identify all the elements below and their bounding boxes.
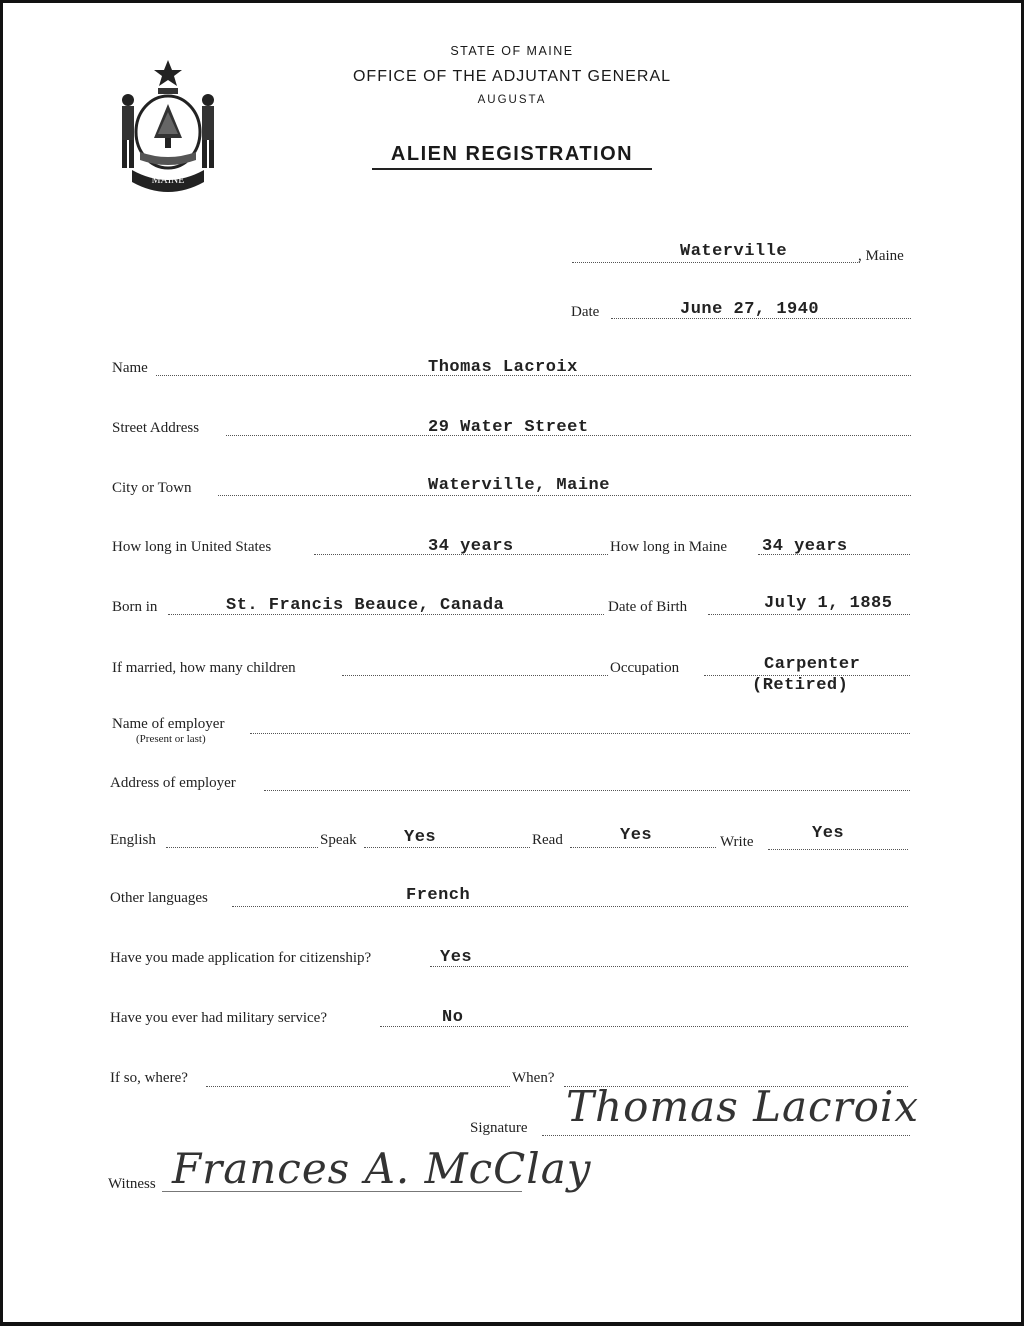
read-value: Yes	[620, 826, 653, 845]
english-label: English	[110, 832, 156, 848]
city-line	[218, 495, 911, 496]
date-of-birth-line	[708, 614, 910, 615]
witness-value: Frances A. McClay	[172, 1144, 592, 1193]
citizenship-line	[430, 966, 908, 967]
if-so-where-label: If so, where?	[110, 1070, 188, 1086]
city-value: Waterville, Maine	[428, 476, 610, 495]
children-label: If married, how many children	[112, 660, 296, 676]
read-label: Read	[532, 832, 563, 848]
place-value: Waterville	[680, 242, 788, 261]
date-of-birth-value: July 1, 1885	[764, 594, 893, 613]
employer-address-line	[264, 790, 910, 791]
seal-banner-text: MAINE	[151, 175, 185, 186]
write-value: Yes	[812, 824, 845, 843]
when-label: When?	[512, 1070, 555, 1086]
witness-label: Witness	[108, 1176, 156, 1192]
employer-address-label: Address of employer	[110, 775, 236, 791]
born-in-value: St. Francis Beauce, Canada	[226, 596, 505, 615]
write-line	[768, 849, 908, 850]
date-label: Date	[571, 304, 600, 320]
office-heading: OFFICE OF THE ADJUTANT GENERAL	[352, 68, 672, 85]
street-value: 29 Water Street	[428, 418, 589, 437]
other-languages-label: Other languages	[110, 890, 208, 906]
how-long-maine-value: 34 years	[762, 537, 848, 556]
employer-name-line	[250, 733, 910, 734]
write-label: Write	[720, 834, 754, 850]
speak-line	[364, 847, 530, 848]
speak-label: Speak	[320, 832, 357, 848]
signature-line	[542, 1135, 910, 1136]
city-heading: AUGUSTA	[477, 94, 547, 106]
how-long-us-label: How long in United States	[112, 539, 272, 555]
citizenship-label: Have you made application for citizenship?	[110, 950, 372, 966]
date-of-birth-label: Date of Birth	[608, 599, 688, 615]
place-line	[572, 262, 860, 263]
military-value: No	[442, 1008, 464, 1027]
born-in-label: Born in	[112, 599, 158, 615]
name-label: Name	[112, 360, 148, 376]
street-label: Street Address	[112, 420, 200, 436]
how-long-maine-label: How long in Maine	[610, 539, 728, 555]
signature-label: Signature	[470, 1120, 528, 1136]
speak-value: Yes	[404, 828, 437, 847]
occupation-value: Carpenter	[764, 655, 861, 674]
place-suffix: , Maine	[858, 248, 904, 264]
employer-name-sublabel: (Present or last)	[136, 733, 206, 745]
date-value: June 27, 1940	[680, 300, 820, 319]
if-so-where-line	[206, 1086, 510, 1087]
city-label: City or Town	[112, 480, 192, 496]
how-long-us-value: 34 years	[428, 537, 514, 556]
form-title: ALIEN REGISTRATION	[372, 143, 652, 170]
other-languages-line	[232, 906, 908, 907]
occupation-label: Occupation	[610, 660, 680, 676]
signature-value: Thomas Lacroix	[566, 1082, 920, 1131]
citizenship-value: Yes	[440, 948, 473, 967]
other-languages-value: French	[406, 886, 471, 905]
english-line	[166, 847, 318, 848]
children-line	[342, 675, 608, 676]
occupation-value-2: (Retired)	[752, 676, 849, 695]
name-value: Thomas Lacroix	[428, 358, 578, 377]
read-line	[570, 847, 716, 848]
military-label: Have you ever had military service?	[110, 1010, 327, 1026]
state-heading: STATE OF MAINE	[450, 44, 574, 58]
employer-name-label: Name of employer	[112, 716, 225, 732]
